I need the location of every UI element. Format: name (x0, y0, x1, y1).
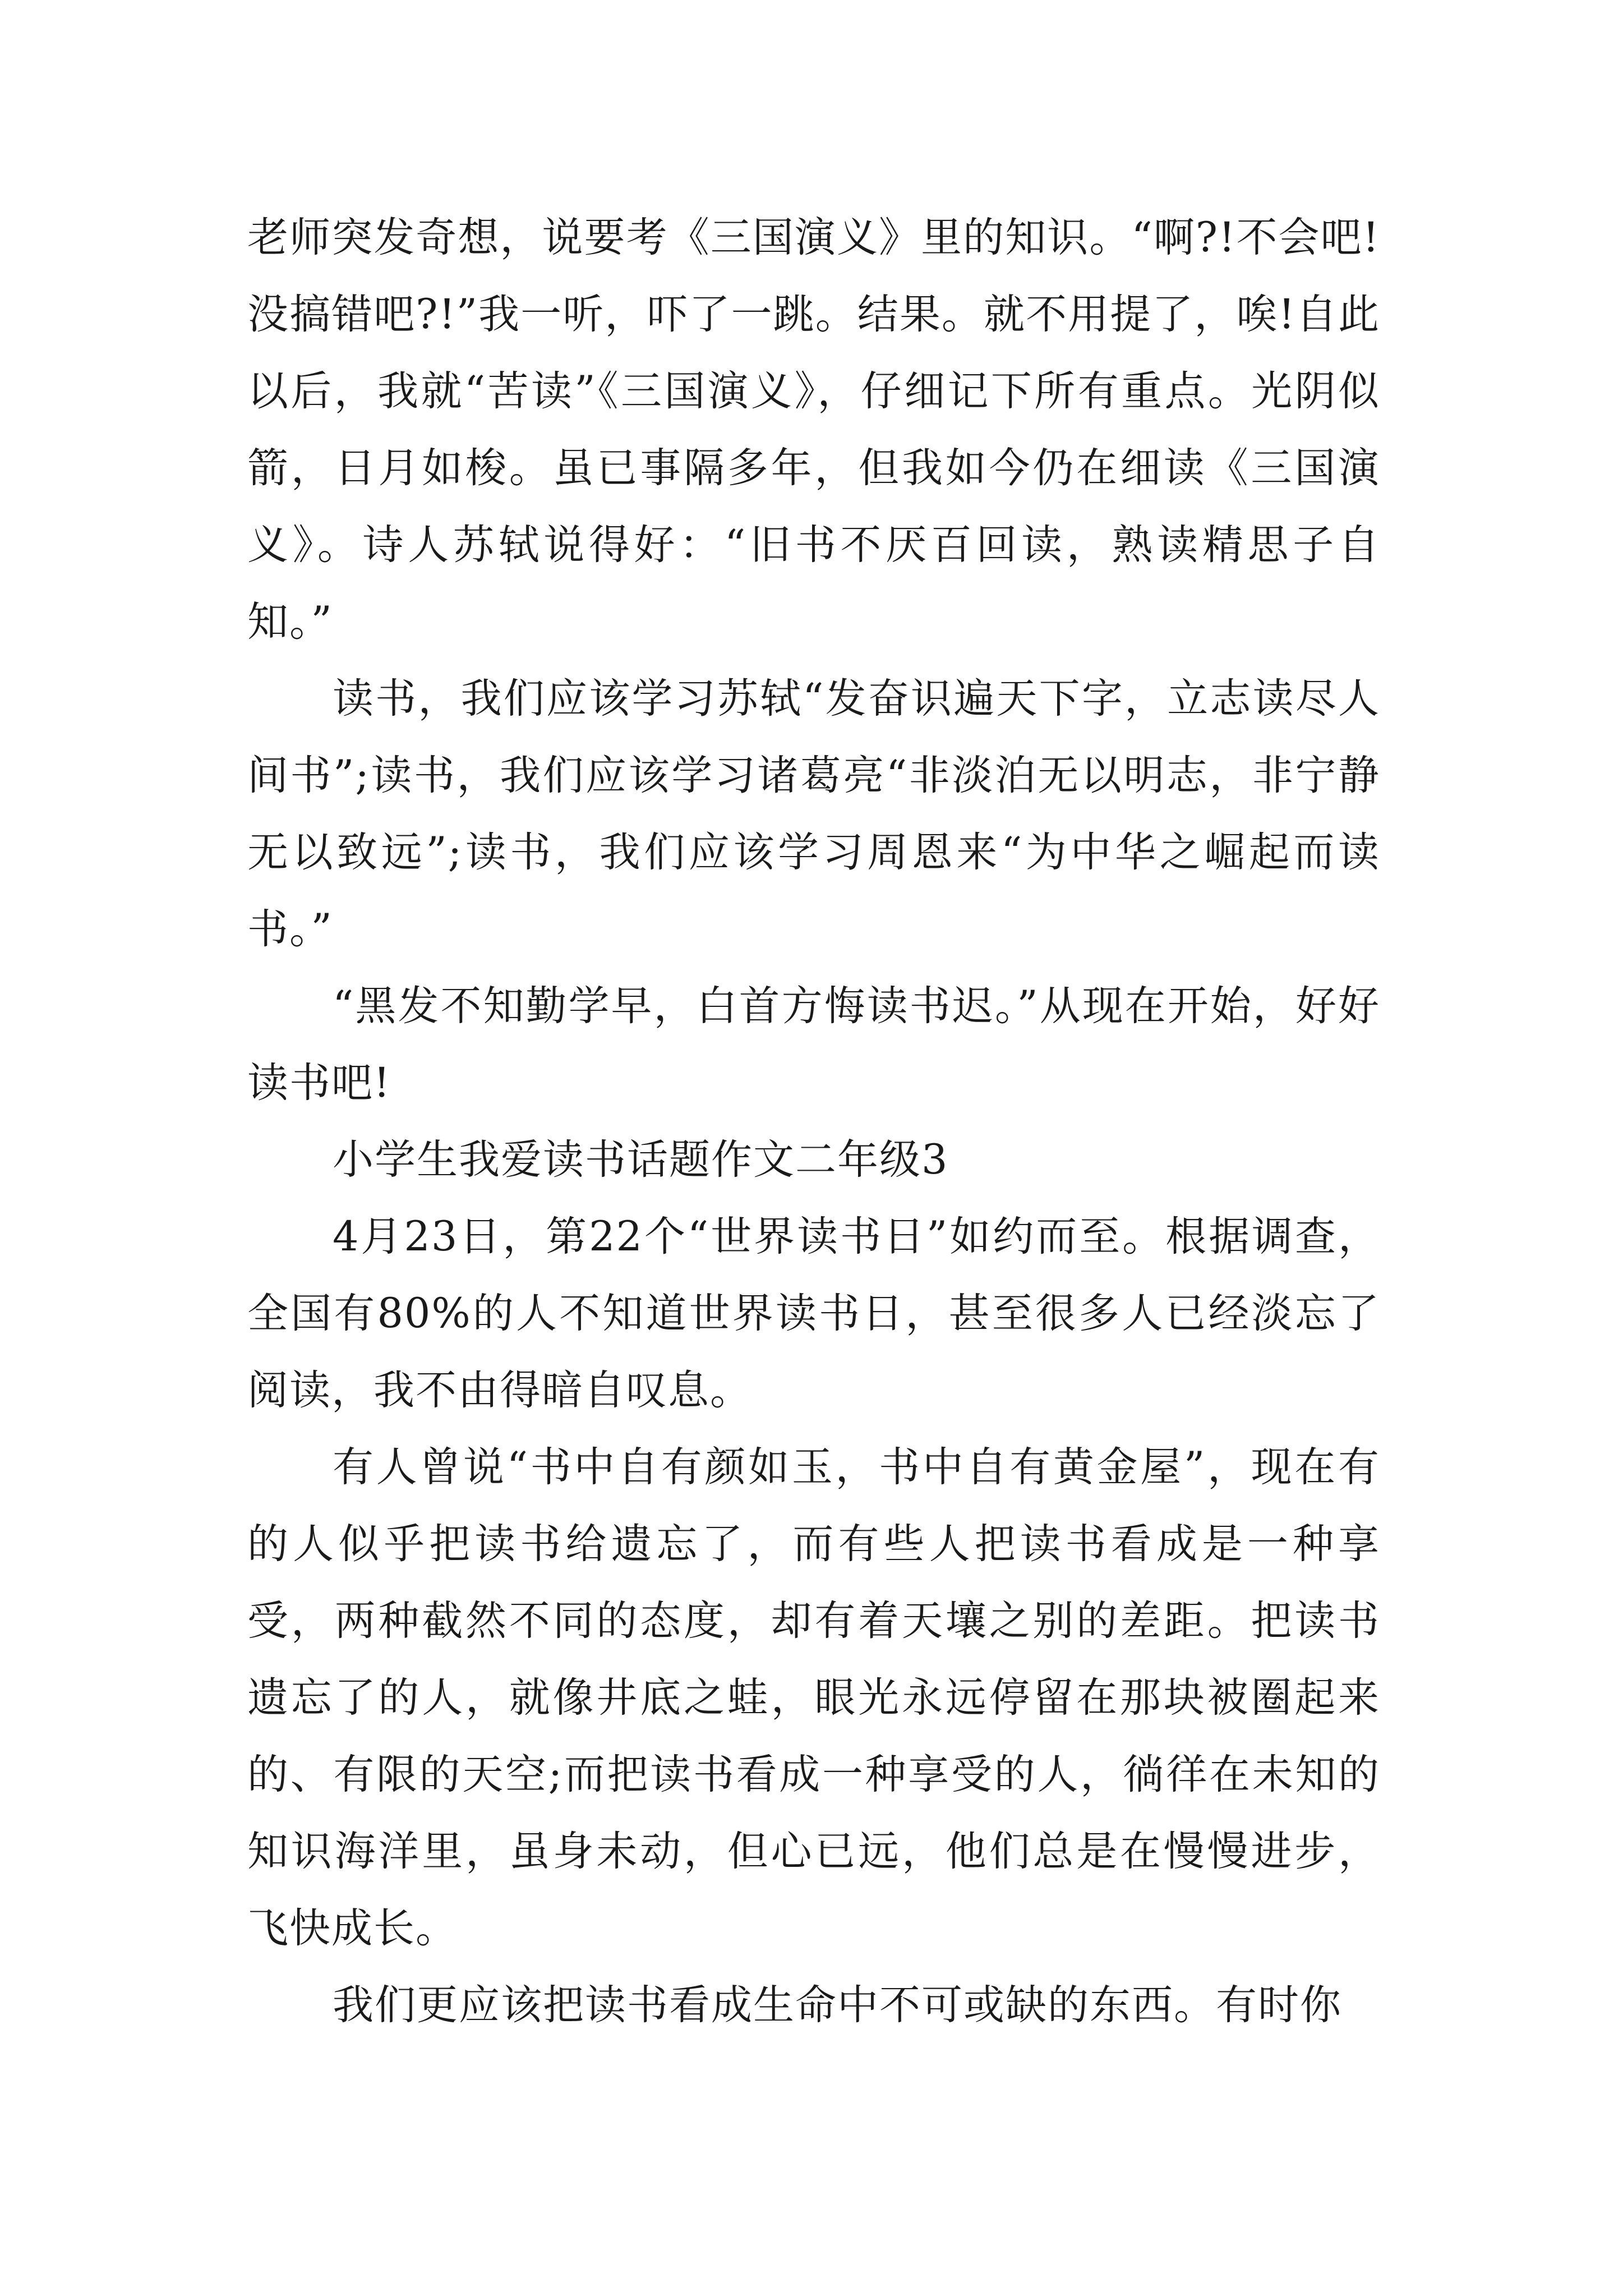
paragraph-two-attitudes: 有人曾说“书中自有颜如玉，书中自有黄金屋”，现在有的人似乎把读书给遗忘了，而有些人把读书看成是一种享受，两种截然不同的态度，却有着天壤之别的差距。把读书遗忘了的人，就像井底之蛙，眼光永远停留在那块被圈起来的、有限的天空;而把读书看成一种享受的人，徜徉在未知的知识海洋里，虽身未动，但心已远，他们总是在慢慢进步，飞快成长。 (247, 1443, 1380, 1952)
paragraph-world-book-day: 4月23日，第22个“世界读书日”如约而至。根据调查，全国有80%的人不知道世界读书日，甚至很多人已经淡忘了阅读，我不由得暗自叹息。 (247, 1213, 1380, 1414)
paragraph-continuation: 老师突发奇想，说要考《三国演义》里的知识。“啊?!不会吧!没搞错吧?!”我一听，吓了一跳。结果。就不用提了，唉!自此以后，我就“苦读”《三国演义》，仔细记下所有重点。光阴似箭，日月如梭。虽已事隔多年，但我如今仍在细读《三国演义》。诗人苏轼说得好：“旧书不厌百回读，熟读精思子自知。” (247, 214, 1380, 646)
paragraph-reading-models: 读书，我们应该学习苏轼“发奋识遍天下字，立志读尽人间书”;读书，我们应该学习诸葛亮“非淡泊无以明志，非宁静无以致远”;读书，我们应该学习周恩来“为中华之崛起而读书。” (247, 675, 1380, 953)
section-heading: 小学生我爱读书话题作文二年级3 (333, 1136, 949, 1184)
paragraph-indispensable: 我们更应该把读书看成生命中不可或缺的东西。有时你 (333, 1981, 1342, 2029)
paragraph-quote-conclusion: “黑发不知勤学早，白首方悔读书迟。”从现在开始，好好读书吧! (247, 982, 1380, 1107)
document-body (247, 199, 1380, 2044)
